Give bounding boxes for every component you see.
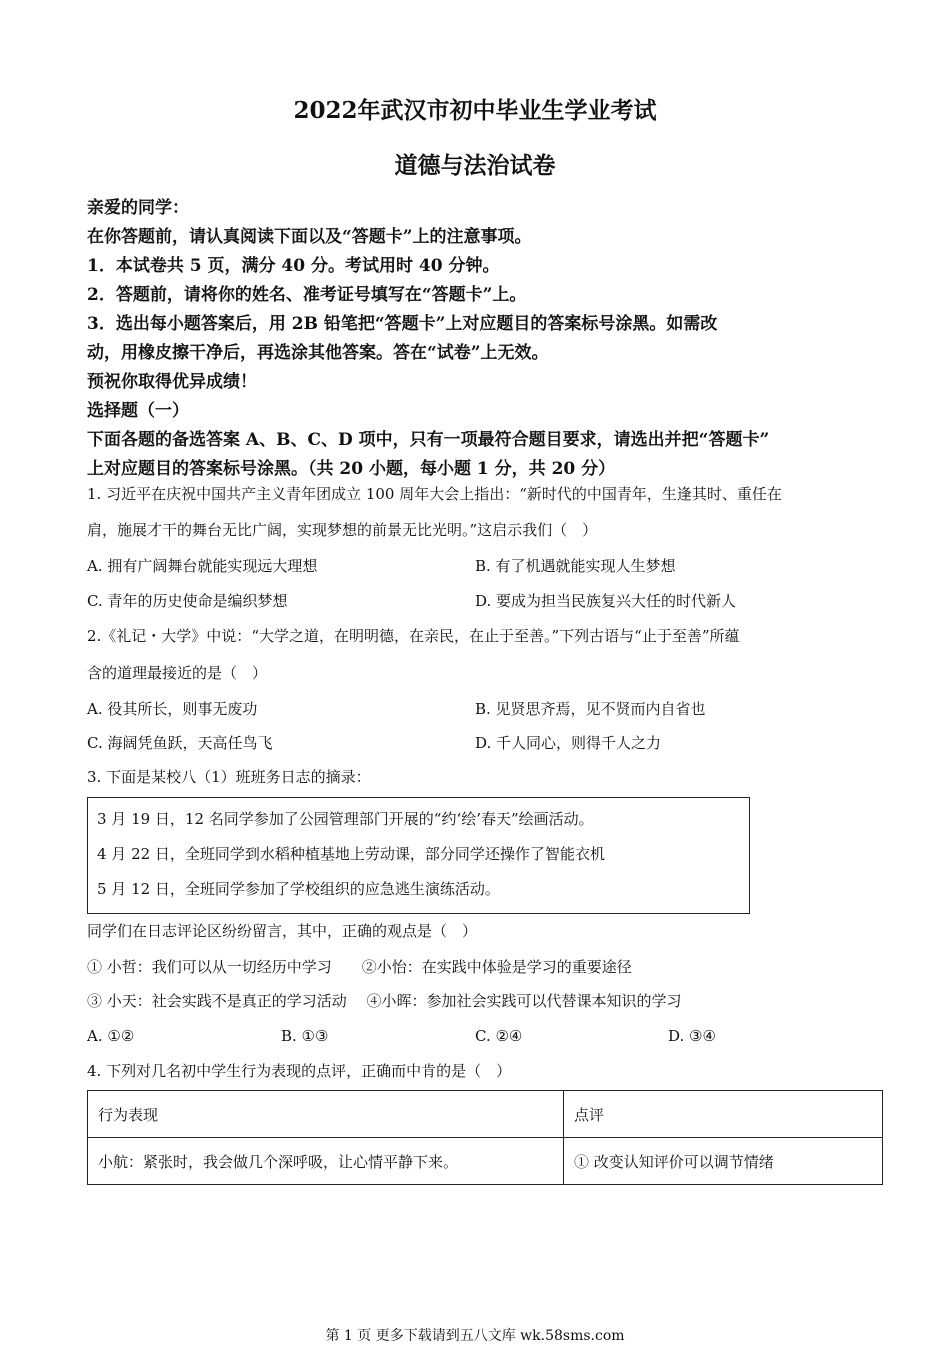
section-desc-1: 下面各题的备选答案 A、B、C、D 项中，只有一项最符合题目要求，请选出并把“答题卡”	[87, 430, 770, 450]
page-footer: 第 1 页 更多下载请到五八文库 wk.58sms.com	[325, 1328, 625, 1344]
table-cell-comment: ① 改变认知评价可以调节情绪	[564, 1138, 883, 1185]
q3-views-1-2: ① 小哲：我们可以从一切经历中学习 ②小怡：在实践中体验是学习的重要途径	[87, 958, 632, 976]
q1-option-d: D. 要成为担当民族复兴大任的时代新人	[475, 592, 737, 610]
q1-option-c: C. 青年的历史使命是编织梦想	[87, 592, 288, 610]
q1-option-b: B. 有了机遇就能实现人生梦想	[475, 557, 676, 575]
exam-title: 2022年武汉市初中毕业生学业考试	[293, 97, 657, 124]
greeting: 亲爱的同学：	[87, 198, 189, 218]
q2-option-d: D. 千人同心，则得千人之力	[475, 734, 662, 752]
section-desc-2: 上对应题目的答案标号涂黑。（共 20 小题，每小题 1 分，共 20 分）	[87, 459, 616, 479]
instruction-item-3b: 动，用橡皮擦干净后，再选涂其他答案。答在“试卷”上无效。	[87, 343, 549, 363]
q4-table	[87, 1090, 883, 1185]
q2-option-c: C. 海阔凭鱼跃，天高任鸟飞	[87, 734, 273, 752]
good-luck-wish: 预祝你取得优异成绩！	[87, 372, 257, 392]
q3-option-b: B. ①③	[281, 1027, 329, 1045]
q3-prompt: 同学们在日志评论区纷纷留言，其中，正确的观点是（ ）	[87, 922, 478, 940]
table-header-comment: 点评	[564, 1091, 883, 1138]
instruction-item-2: 2．答题前，请将你的姓名、准考证号填写在“答题卡”上。	[87, 285, 527, 305]
section-heading: 选择题（一）	[87, 401, 189, 421]
table-header-row	[88, 1091, 883, 1138]
class-log-box	[87, 797, 750, 914]
q1-stem-1: 1. 习近平在庆祝中国共产主义青年团成立 100 周年大会上指出：“新时代的中国青年，生逢其时、重任在	[87, 485, 782, 503]
q3-option-c: C. ②④	[475, 1027, 523, 1045]
class-log-entry-2: 4 月 22 日，全班同学到水稻种植基地上劳动课，部分同学还操作了智能衣机	[97, 845, 605, 863]
q4-stem: 4. 下列对几名初中学生行为表现的点评，正确而中肯的是（ ）	[87, 1062, 512, 1080]
table-cell-behavior: 小航：紧张时，我会做几个深呼吸，让心情平静下来。	[88, 1138, 564, 1185]
q2-option-a: A. 役其所长，则事无废功	[87, 700, 258, 718]
q2-stem-2: 含的道理最接近的是（ ）	[87, 664, 268, 682]
instructions-intro: 在你答题前，请认真阅读下面以及“答题卡”上的注意事项。	[87, 227, 532, 247]
table-header-behavior: 行为表现	[88, 1091, 564, 1138]
table-row	[88, 1138, 883, 1185]
q3-views-3-4: ③ 小天：社会实践不是真正的学习活动 ④小晖：参加社会实践可以代替课本知识的学习	[87, 992, 682, 1010]
q3-option-a: A. ①②	[87, 1027, 135, 1045]
exam-subtitle: 道德与法治试卷	[394, 152, 556, 179]
q3-option-d: D. ③④	[668, 1027, 716, 1045]
q3-stem: 3. 下面是某校八（1）班班务日志的摘录：	[87, 768, 371, 786]
q1-option-a: A. 拥有广阔舞台就能实现远大理想	[87, 557, 318, 575]
q2-stem-1: 2.《礼记・大学》中说：“大学之道，在明明德，在亲民，在止于至善。”下列古语与“止于至善”所蕴	[87, 627, 740, 645]
q2-option-b: B. 见贤思齐焉，见不贤而内自省也	[475, 700, 706, 718]
instruction-item-3a: 3．选出每小题答案后，用 2B 铅笔把“答题卡”上对应题目的答案标号涂黑。如需改	[87, 314, 718, 334]
q1-stem-2: 肩，施展才干的舞台无比广阔，实现梦想的前景无比光明。”这启示我们（ ）	[87, 521, 598, 539]
instruction-item-1: 1．本试卷共 5 页，满分 40 分。考试用时 40 分钟。	[87, 256, 500, 276]
class-log-entry-1: 3 月 19 日，12 名同学参加了公园管理部门开展的“约‘绘’春天”绘画活动。	[97, 810, 594, 828]
class-log-entry-3: 5 月 12 日，全班同学参加了学校组织的应急逃生演练活动。	[97, 880, 500, 898]
